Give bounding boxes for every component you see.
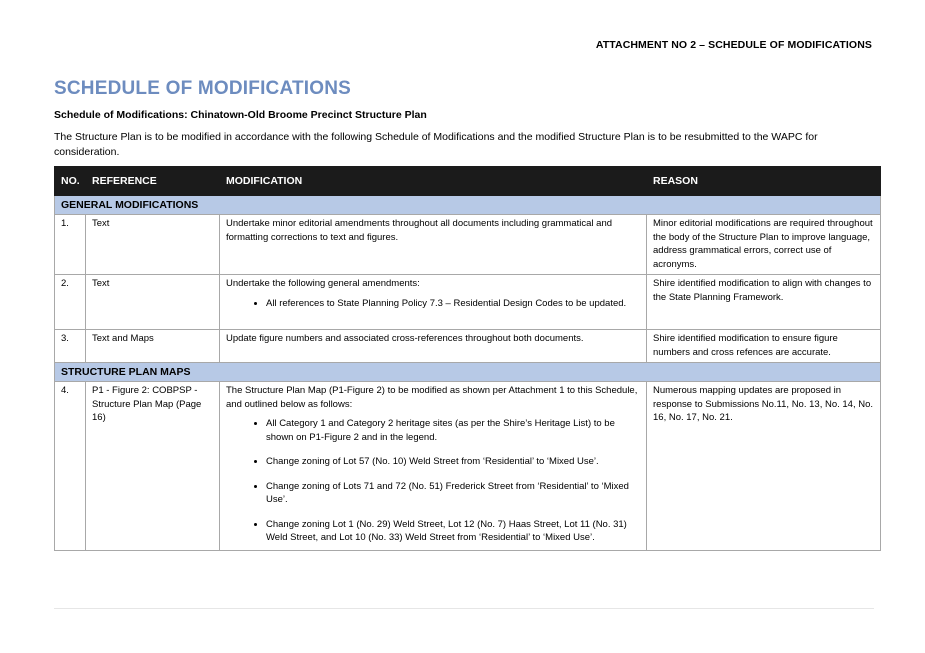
row-number: 2. — [55, 275, 86, 330]
modification-text: Undertake the following general amendments: — [226, 278, 420, 289]
modification-text: Update figure numbers and associated cross-references throughout both documents. — [226, 333, 584, 344]
column-header-reference: REFERENCE — [86, 167, 220, 196]
row-modification — [220, 382, 647, 551]
row-modification — [220, 330, 647, 363]
bullet-item: • Change zoning of Lot 57 (No. 10) Weld Street from ‘Residential’ to ‘Mixed Use’. — [266, 455, 640, 469]
row-reason: Minor editorial modifications are required throughout the body of the Structure Plan to improve language, address grammatical errors, correct use of acronyms. — [647, 215, 881, 275]
bullet-list — [226, 297, 640, 311]
footer-divider — [54, 608, 874, 609]
row-number: 1. — [55, 215, 86, 275]
table-row — [55, 330, 881, 363]
bullet-item: • All Category 1 and Category 2 heritage sites (as per the Shire’s Heritage List) to be shown on P1-Figure 2 and in the legend. — [266, 417, 640, 444]
row-modification — [220, 215, 647, 275]
modification-text: Undertake minor editorial amendments throughout all documents including grammatical and formatting corrections to text and figures. — [226, 218, 613, 243]
table-row — [55, 275, 881, 330]
bullet-item: • Change zoning Lot 1 (No. 29) Weld Street, Lot 12 (No. 7) Haas Street, Lot 11 (No. 31) Weld Street, and Lot 10 (No. 33) Weld Street from ‘Residential’ to ‘Mixed Use’. — [266, 518, 640, 545]
column-header-modification: MODIFICATION — [220, 167, 647, 196]
column-header-reason: REASON — [647, 167, 881, 196]
schedule-table — [54, 166, 881, 551]
table-header-row — [55, 167, 881, 196]
row-modification — [220, 275, 647, 330]
bullet-item: • All references to State Planning Policy 7.3 – Residential Design Codes to be updated. — [266, 297, 640, 311]
row-reason: Shire identified modification to ensure figure numbers and cross refences are accurate. — [647, 330, 881, 363]
row-reference: Text — [86, 275, 220, 330]
table-row — [55, 382, 881, 551]
row-number: 3. — [55, 330, 86, 363]
row-number: 4. — [55, 382, 86, 551]
row-reason: Shire identified modification to align with changes to the State Planning Framework. — [647, 275, 881, 330]
section-row-structure-plan-maps — [55, 363, 881, 382]
section-row-general — [55, 196, 881, 215]
intro-paragraph: The Structure Plan is to be modified in accordance with the following Schedule of Modifications and the modified Structure Plan is to be resubmitted to the WAPC for consideration. — [54, 131, 818, 158]
section-title: GENERAL MODIFICATIONS — [55, 196, 881, 215]
bullet-list — [226, 417, 640, 545]
section-title: STRUCTURE PLAN MAPS — [55, 363, 881, 382]
row-reference: P1 - Figure 2: COBPSP - Structure Plan Map (Page 16) — [86, 382, 220, 551]
row-reference: Text — [86, 215, 220, 275]
bullet-item: • Change zoning of Lots 71 and 72 (No. 51) Frederick Street from ‘Residential’ to ‘Mixed Use’. — [266, 480, 640, 507]
table-row — [55, 215, 881, 275]
attachment-heading: ATTACHMENT NO 2 – SCHEDULE OF MODIFICATIONS — [595, 39, 872, 51]
modification-text: The Structure Plan Map (P1-Figure 2) to be modified as shown per Attachment 1 to this Schedule, and outlined below as follows: — [226, 385, 638, 410]
row-reason: Numerous mapping updates are proposed in response to Submissions No.11, No. 13, No. 14, No. 16, No. 17, No. 21. — [647, 382, 881, 551]
column-header-no: NO. — [55, 167, 86, 196]
page-title: SCHEDULE OF MODIFICATIONS — [54, 78, 352, 99]
page-subtitle: Schedule of Modifications: Chinatown-Old Broome Precinct Structure Plan — [54, 109, 427, 121]
row-reference: Text and Maps — [86, 330, 220, 363]
